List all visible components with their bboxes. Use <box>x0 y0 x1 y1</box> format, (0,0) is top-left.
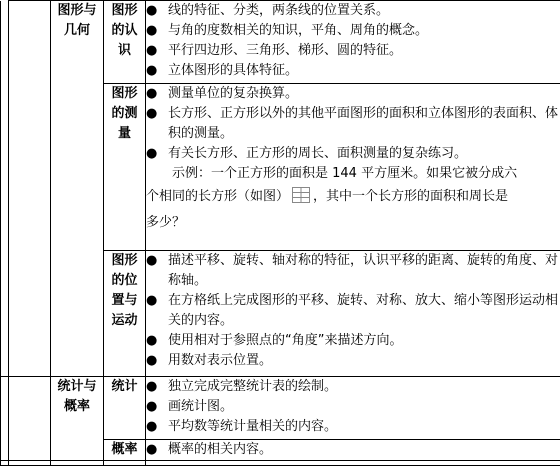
blank-column-cell <box>9 377 51 461</box>
empty-cell <box>146 461 560 466</box>
bullet-icon: ● <box>146 146 158 161</box>
bullet-icon: ● <box>146 353 158 368</box>
list-item: ● 画统计图。 <box>146 397 560 417</box>
list-item: ● 线的特征、分类，两条线的位置关系。 <box>146 1 560 21</box>
subcategory-cell <box>104 84 146 251</box>
list-item: ● 用数对表示位置。 <box>146 351 560 371</box>
subcategory-cell <box>104 377 146 440</box>
bullet-icon: ● <box>146 3 158 18</box>
left-margin-cell <box>1 377 9 461</box>
empty-cell <box>9 461 51 466</box>
example-line-2: 个相同的长方形（如图） ，其中一个长方形的面积和周长是 <box>146 189 509 204</box>
list-item: ● 长方形、正方形以外的其他平面图形的面积和立体图形的表面积、体积的测量。 <box>146 106 559 141</box>
empty-cell <box>104 461 146 466</box>
empty-cell <box>1 461 9 466</box>
list-item: ● 与角的度数相关的知识，平角、周角的概念。 <box>146 21 560 41</box>
subcategory-cell <box>104 1 146 84</box>
list-item: ● 描述平移、旋转、轴对称的特征，认识平移的距离、旋转的角度、对称轴。 <box>146 253 559 288</box>
bullet-icon: ● <box>146 419 158 434</box>
bullet-icon: ● <box>146 23 158 38</box>
subcategory-label: 图形的认识 <box>111 3 138 58</box>
bullet-icon: ● <box>146 43 158 58</box>
bullet-icon: ● <box>146 63 158 78</box>
list-item: ● 独立完成完整统计表的绘制。 <box>146 377 560 397</box>
left-margin-cell <box>1 1 9 377</box>
content-cell <box>146 84 560 251</box>
blank-column-cell <box>9 1 51 377</box>
empty-cell <box>51 461 104 466</box>
subcategory-cell <box>104 440 146 461</box>
category-label: 统计与概率 <box>57 379 97 414</box>
example-line-3: 多少？ <box>146 215 186 230</box>
content-cell <box>146 1 560 84</box>
list-item: ● 平均数等统计量相关的内容。 <box>146 417 560 437</box>
list-item: ● 平行四边形、三角形、梯形、圆的特征。 <box>146 41 560 61</box>
list-item: ● 在方格纸上完成图形的平移、旋转、对称、放大、缩小等图形运动相关的内容。 <box>146 293 559 328</box>
category-cell-statistics <box>51 377 104 461</box>
list-item: ● 使用相对于参照点的“角度”来描述方向。 <box>146 331 560 351</box>
content-cell <box>146 377 560 440</box>
category-cell-geometry <box>51 1 104 377</box>
row-statistics <box>1 377 560 440</box>
bullet-icon: ● <box>146 333 158 348</box>
bullet-icon: ● <box>146 253 158 268</box>
list-item: ● 立体图形的具体特征。 <box>146 61 560 81</box>
list-item: ● 概率的相关内容。 <box>146 440 560 460</box>
bullet-icon: ● <box>146 442 158 457</box>
row-bottom-edge <box>1 461 560 466</box>
bullet-icon: ● <box>146 379 158 394</box>
six-rectangle-grid-icon <box>292 187 310 203</box>
category-label: 图形与几何 <box>57 3 97 38</box>
row-geometry-recognition <box>1 1 560 84</box>
bullet-icon: ● <box>146 86 158 101</box>
list-item: ● 测量单位的复杂换算。 <box>146 84 560 104</box>
example-line-1: 示例：一个正方形的面积是 144 平方厘米。如果它被分成六 <box>172 166 518 181</box>
bullet-icon: ● <box>146 293 158 308</box>
subcategory-label: 图形的位置与运动 <box>111 253 138 328</box>
subcategory-label: 概率 <box>111 442 138 457</box>
bullet-icon: ● <box>146 399 158 414</box>
subcategory-label: 图形的测量 <box>111 86 138 141</box>
list-item: ● 有关长方形、正方形的周长、面积测量的复杂练习。 <box>146 144 560 164</box>
content-cell <box>146 440 560 461</box>
content-cell <box>146 251 560 377</box>
subcategory-label: 统计 <box>111 379 138 394</box>
subcategory-cell <box>104 251 146 377</box>
bullet-icon: ● <box>146 106 158 121</box>
